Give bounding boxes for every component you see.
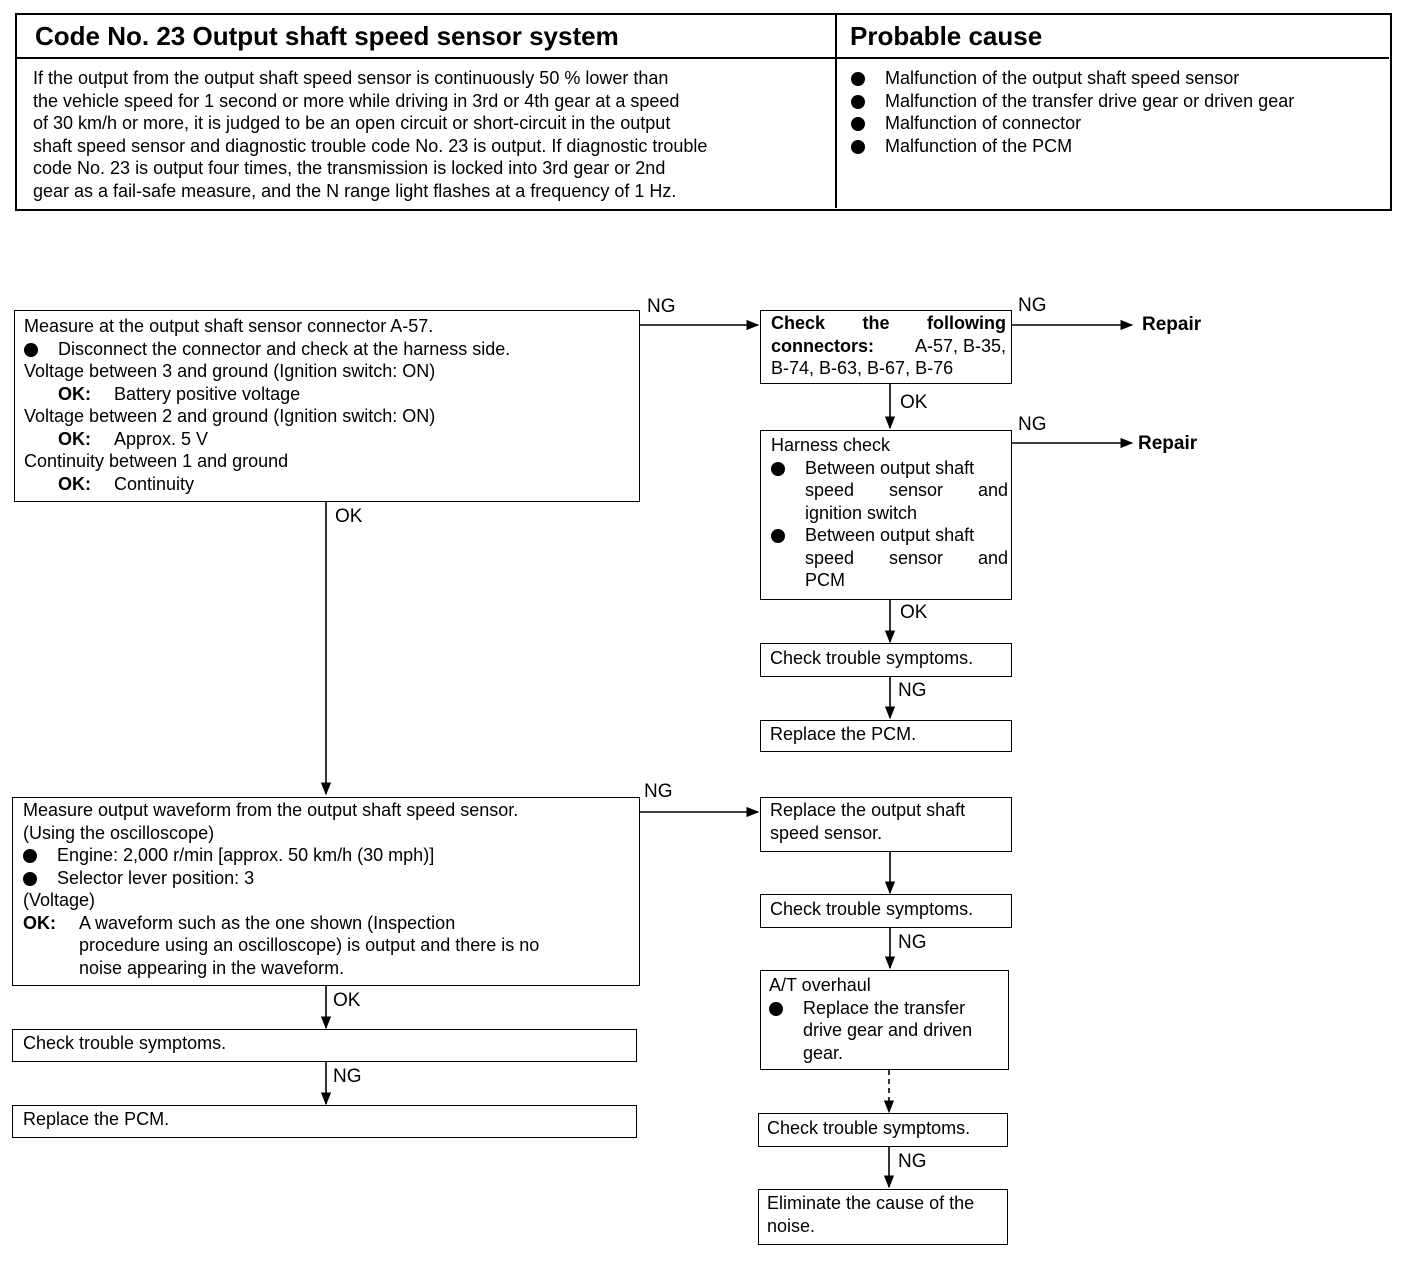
label-ng: NG: [333, 1066, 362, 1087]
cause-item: Malfunction of the transfer drive gear or driven gear: [851, 90, 1391, 113]
replace-pcm-left-box: Replace the PCM.: [12, 1105, 637, 1138]
label-ng: NG: [1018, 295, 1047, 316]
at-overhaul-box: A/T overhaul Replace the transfer drive gear and driven gear.: [760, 970, 1009, 1070]
label-ok: OK: [333, 990, 361, 1011]
probable-cause-title: Probable cause: [850, 21, 1043, 51]
bullet-icon: [771, 462, 785, 476]
label-ok: OK: [335, 506, 363, 527]
header-divider-v: [835, 15, 837, 208]
page-title: Code No. 23 Output shaft speed sensor system: [35, 21, 619, 51]
step1-measure-connector-box: Measure at the output shaft sensor connector A-57. Disconnect the connector and check at the harness side. Voltage between 3 and ground (Ignition switch: ON) OK: Battery positive voltage Voltage between 2 and ground (Ignition switch: ON) OK: Approx. 5 V Continuity between 1 and ground OK: Continuity: [14, 310, 640, 502]
bullet-icon: [771, 529, 785, 543]
cause-item: Malfunction of the PCM: [851, 135, 1391, 158]
check-trouble-symptoms-box: Check trouble symptoms.: [760, 643, 1012, 677]
cause-list: [851, 67, 1391, 157]
description-line: gear as a fail-safe measure, and the N range light flashes at a frequency of 1 Hz.: [33, 180, 677, 201]
label-ng: NG: [898, 680, 927, 701]
bullet-icon: [851, 140, 865, 154]
bullet-icon: [23, 872, 37, 886]
repair-label: Repair: [1142, 314, 1202, 335]
check-connectors-box: Check the following connectors: A-57, B-35, B-74, B-63, B-67, B-76: [760, 310, 1012, 384]
label-ng: NG: [898, 932, 927, 953]
bullet-icon: [23, 849, 37, 863]
bullet-icon: [851, 72, 865, 86]
harness-check-box: Harness check Between output shaft speed sensor and ignition switch Between output shaft speed sensor and PCM: [760, 430, 1012, 600]
label-ok: OK: [900, 602, 928, 623]
bullet-icon: [851, 95, 865, 109]
check-trouble-symptoms-3-box: Check trouble symptoms.: [758, 1113, 1008, 1147]
label-ng: NG: [898, 1151, 927, 1172]
header-divider-h: [17, 57, 1389, 59]
label-ng: NG: [647, 296, 676, 317]
bullet-icon: [769, 1002, 783, 1016]
eliminate-noise-box: Eliminate the cause of the noise.: [758, 1189, 1008, 1245]
description: [33, 67, 833, 202]
replace-pcm-box: Replace the PCM.: [760, 720, 1012, 752]
description-line: of 30 km/h or more, it is judged to be an open circuit or short-circuit in the output: [33, 113, 671, 133]
description-line: If the output from the output shaft speed sensor is continuously 50 % lower than: [33, 68, 669, 88]
description-line: the vehicle speed for 1 second or more while driving in 3rd or 4th gear at a speed: [33, 90, 680, 111]
label-ok: OK: [900, 392, 928, 413]
replace-sensor-box: Replace the output shaft speed sensor.: [760, 797, 1012, 852]
check-trouble-symptoms-2-box: Check trouble symptoms.: [760, 894, 1012, 928]
bullet-icon: [851, 117, 865, 131]
cause-item: Malfunction of the output shaft speed sensor: [851, 67, 1391, 90]
bullet-icon: [24, 343, 38, 357]
label-ng: NG: [644, 781, 673, 802]
check-trouble-symptoms-left-box: Check trouble symptoms.: [12, 1029, 637, 1062]
label-ng: NG: [1018, 414, 1047, 435]
cause-item: Malfunction of connector: [851, 112, 1391, 135]
description-line: shaft speed sensor and diagnostic trouble code No. 23 is output. If diagnostic trouble: [33, 135, 708, 156]
measure-waveform-box: Measure output waveform from the output shaft speed sensor. (Using the oscilloscope) Engine: 2,000 r/min [approx. 50 km/h (30 mph)] Selector lever position: 3 (Voltage) OK: A waveform such as the one shown (Inspection procedure using an oscilloscope) is output and there is no noise appearing in the waveform.: [12, 797, 640, 986]
description-line: code No. 23 is output four times, the transmission is locked into 3rd gear or 2nd: [33, 158, 666, 178]
repair-label: Repair: [1138, 433, 1198, 454]
header-table: [15, 13, 1392, 211]
